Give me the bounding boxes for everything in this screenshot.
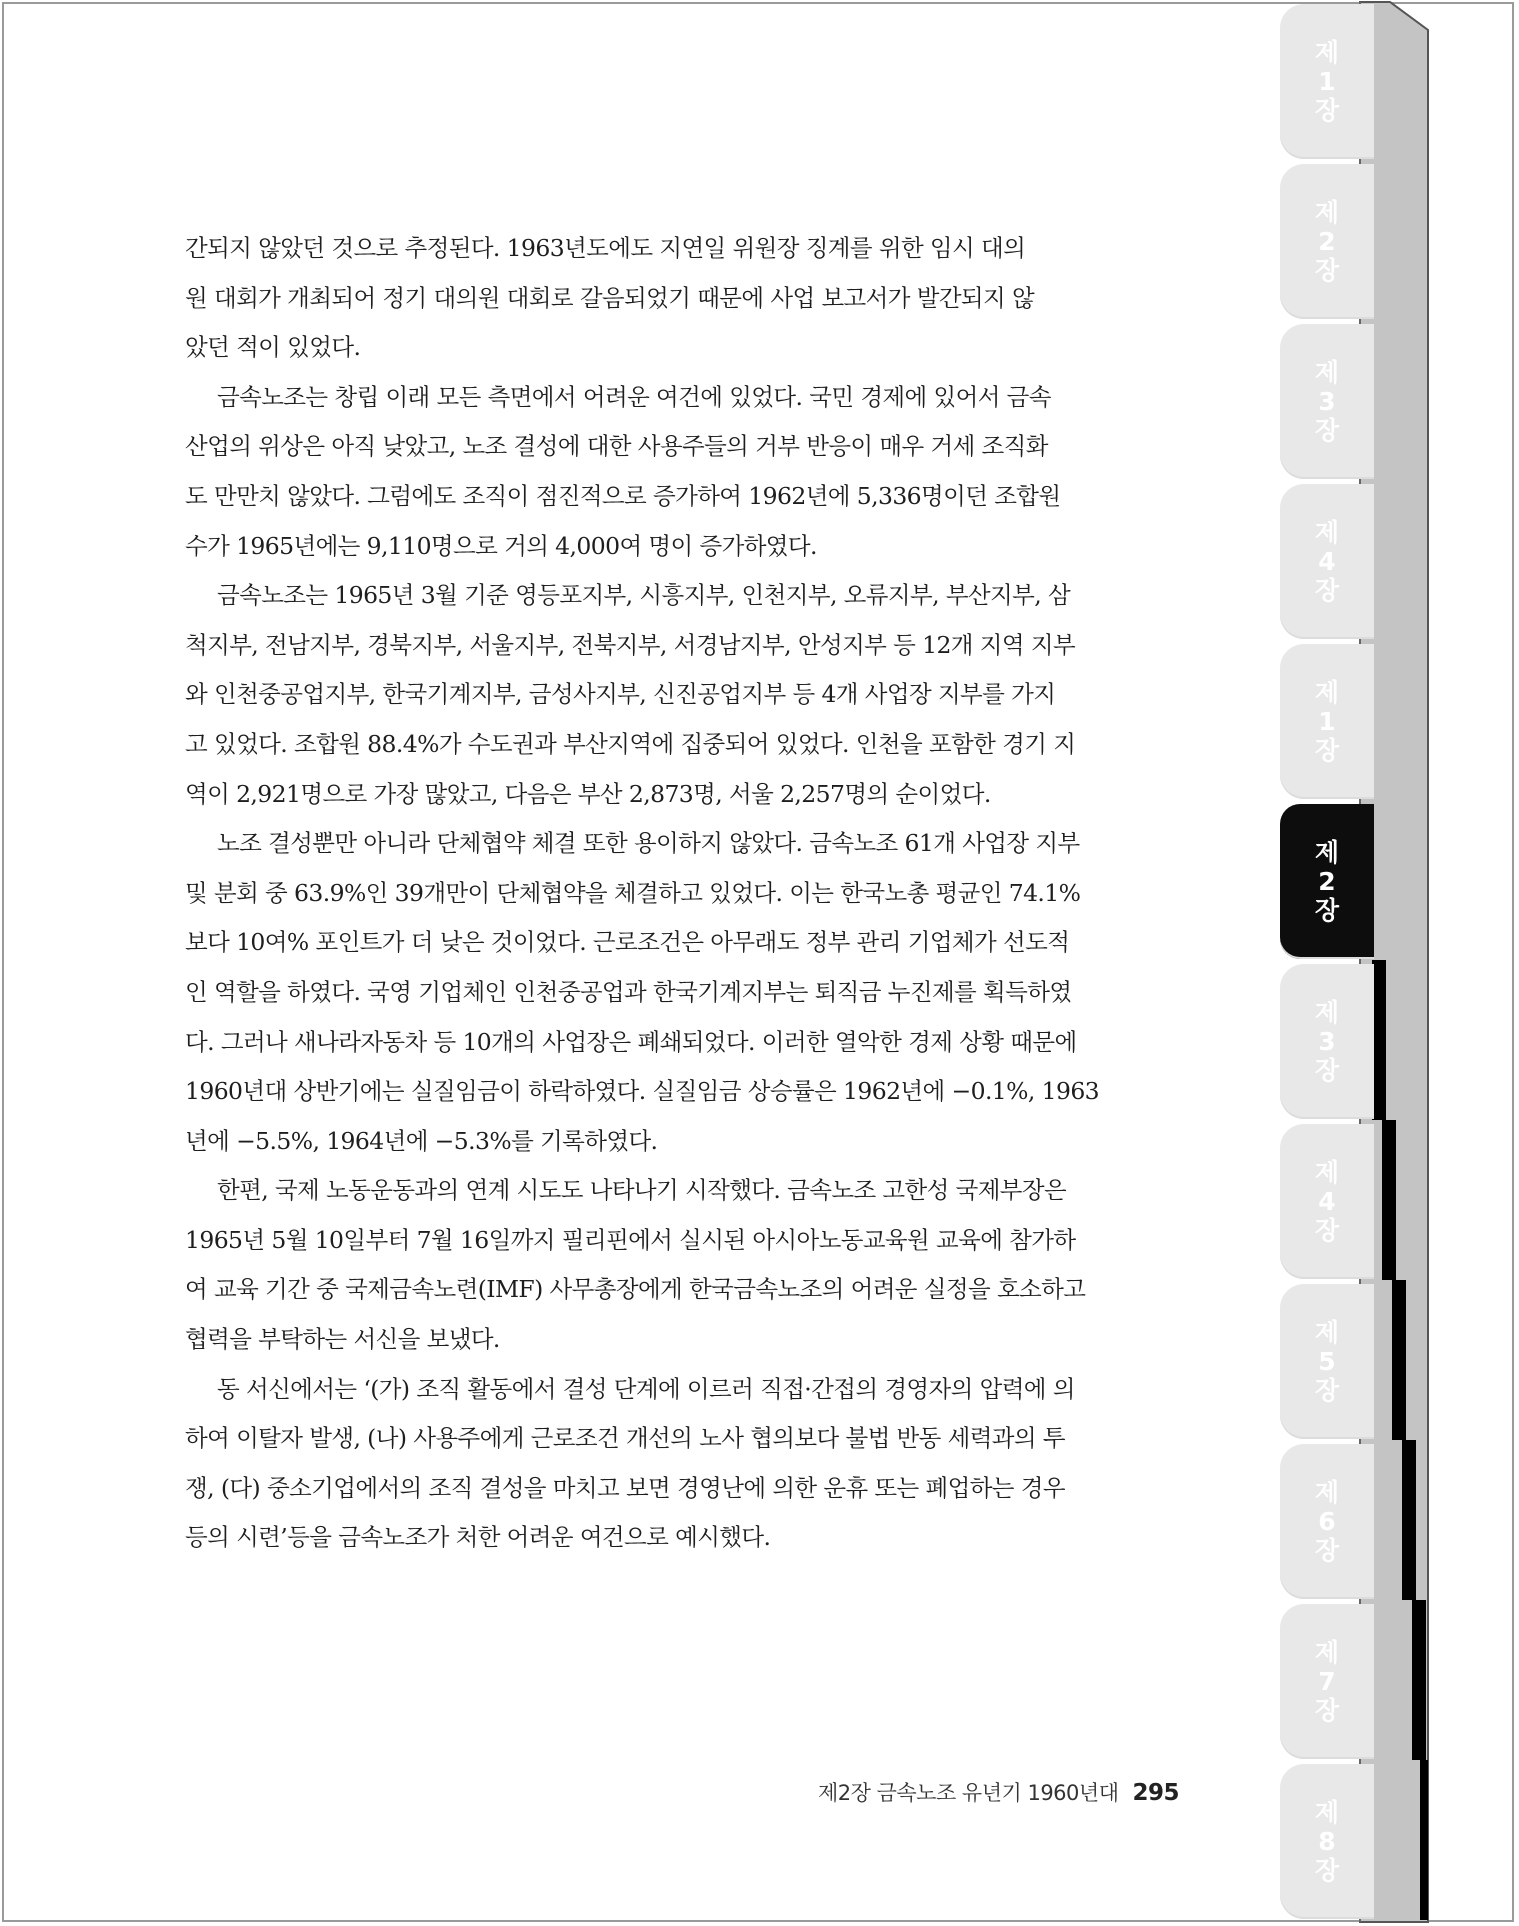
- tab-label: 장: [1314, 1216, 1340, 1245]
- tab-chapter[interactable]: [1280, 4, 1374, 159]
- text-line: 도 만만치 않았다. 그럼에도 조직이 점진적으로 증가하여 1962년에 5,336명이던 조합원: [185, 481, 1061, 510]
- tab-chapter[interactable]: [1280, 644, 1374, 799]
- tab-label: 장: [1314, 1856, 1340, 1885]
- tab-number: 2: [1318, 227, 1336, 256]
- running-head: 제2장 금속노조 유년기 1960년대: [818, 1781, 1119, 1805]
- text-line: 하여 이탈자 발생, (나) 사용주에게 근로조건 개선의 노사 협의보다 불법 반동 세력과의 투: [185, 1424, 1065, 1453]
- tab-label: 제: [1314, 1158, 1340, 1187]
- text-line: 척지부, 전남지부, 경북지부, 서울지부, 전북지부, 서경남지부, 안성지부 등 12개 지역 지부: [185, 630, 1076, 659]
- tab-chapter[interactable]: [1280, 964, 1374, 1119]
- text-line: 고 있었다. 조합원 88.4%가 수도권과 부산지역에 집중되어 있었다. 인천을 포함한 경기 지: [185, 729, 1076, 758]
- tab-chapter[interactable]: [1280, 1764, 1374, 1919]
- tab-number: 3: [1318, 387, 1336, 416]
- tab-label: 제: [1314, 518, 1340, 547]
- tab-number: 4: [1318, 1187, 1336, 1216]
- tab-chapter-active[interactable]: [1280, 804, 1374, 959]
- tab-number: 6: [1318, 1507, 1336, 1536]
- tab-number: 8: [1318, 1827, 1336, 1856]
- text-line: 보다 10여% 포인트가 더 낮은 것이었다. 근로조건은 아무래도 정부 관리 기업체가 선도적: [185, 928, 1070, 957]
- tab-chapter[interactable]: [1280, 164, 1374, 319]
- tab-number: 7: [1318, 1667, 1336, 1696]
- tab-label: 제: [1314, 1318, 1340, 1347]
- tab-label: 장: [1314, 896, 1340, 925]
- text-line: 및 분회 중 63.9%인 39개만이 단체협약을 체결하고 있었다. 이는 한국노총 평균인 74.1%: [185, 878, 1081, 907]
- text-line: 간되지 않았던 것으로 추정된다. 1963년도에도 지연일 위원장 징계를 위한 임시 대의: [185, 234, 1026, 262]
- text-line: 쟁, (다) 중소기업에서의 조직 결성을 마치고 보면 경영난에 의한 운휴 또는 폐업하는 경우: [185, 1473, 1065, 1502]
- tab-number: 1: [1318, 67, 1336, 96]
- tab-label: 제: [1314, 1638, 1340, 1667]
- page-number: 295: [1132, 1780, 1179, 1806]
- tab-label: 장: [1314, 416, 1340, 445]
- tab-label: 장: [1314, 736, 1340, 765]
- edge-mark: [1382, 1120, 1396, 1280]
- tab-label: 제: [1314, 38, 1340, 67]
- text-line: 금속노조는 1965년 3월 기준 영등포지부, 시흥지부, 인천지부, 오류지부, 부산지부, 삼: [217, 581, 1071, 610]
- tab-chapter[interactable]: [1280, 1604, 1374, 1759]
- tab-number: 2: [1318, 867, 1336, 896]
- edge-mark: [1372, 960, 1386, 1120]
- text-line: 인 역할을 하였다. 국영 기업체인 인천중공업과 한국기계지부는 퇴직금 누진제를 획득하였: [185, 977, 1072, 1006]
- tab-chapter[interactable]: [1280, 1124, 1374, 1279]
- text-line: 수가 1965년에는 9,110명으로 거의 4,000여 명이 증가하였다.: [185, 531, 817, 560]
- tab-chapter[interactable]: [1280, 1284, 1374, 1439]
- tab-number: 3: [1318, 1027, 1336, 1056]
- text-line: 원 대회가 개최되어 정기 대의원 대회로 갈음되었기 때문에 사업 보고서가 발간되지 않: [185, 283, 1035, 312]
- tab-label: 장: [1314, 96, 1340, 125]
- text-line: 동 서신에서는 ‘(가) 조직 활동에서 결성 단계에 이르러 직접·간접의 경영자의 압력에 의: [217, 1374, 1075, 1403]
- tab-label: 제: [1314, 1798, 1340, 1827]
- tab-label: 장: [1314, 1376, 1340, 1405]
- text-line: 1960년대 상반기에는 실질임금이 하락하였다. 실질임금 상승률은 1962년에 −0.1%, 1963: [185, 1077, 1100, 1106]
- tab-label: 장: [1314, 1696, 1340, 1725]
- tab-label: 장: [1314, 1536, 1340, 1565]
- text-line: 역이 2,921명으로 가장 많았고, 다음은 부산 2,873명, 서울 2,257명의 순이었다.: [185, 779, 991, 808]
- tab-label: 제: [1314, 678, 1340, 707]
- text-line: 금속노조는 창립 이래 모든 측면에서 어려운 여건에 있었다. 국민 경제에 있어서 금속: [217, 382, 1051, 411]
- page-footer: [818, 1777, 1179, 1807]
- tab-label: 제: [1314, 358, 1340, 387]
- text-line: 와 인천중공업지부, 한국기계지부, 금성사지부, 신진공업지부 등 4개 사업장 지부를 가지: [185, 680, 1056, 709]
- text-line: 산업의 위상은 아직 낮았고, 노조 결성에 대한 사용주들의 거부 반응이 매우 거세 조직화: [185, 432, 1048, 461]
- tab-chapter[interactable]: [1280, 484, 1374, 639]
- tab-chapter[interactable]: [1280, 324, 1374, 479]
- text-line: 여 교육 기간 중 국제금속노련(IMF) 사무총장에게 한국금속노조의 어려운 실정을 호소하고: [185, 1275, 1086, 1304]
- text-line: 다. 그러나 새나라자동차 등 10개의 사업장은 폐쇄되었다. 이러한 열악한 경제 상황 때문에: [185, 1027, 1077, 1056]
- tab-label: 제: [1314, 198, 1340, 227]
- tab-label: 장: [1314, 1056, 1340, 1085]
- text-line: 았던 적이 있었다.: [185, 333, 361, 362]
- body-text: [185, 224, 1185, 1563]
- text-line: 노조 결성뿐만 아니라 단체협약 체결 또한 용이하지 않았다. 금속노조 61개 사업장 지부: [217, 829, 1080, 858]
- tab-number: 5: [1318, 1347, 1336, 1376]
- tab-label: 제: [1314, 838, 1340, 867]
- tab-label: 제: [1314, 998, 1340, 1027]
- tab-label: 장: [1314, 256, 1340, 285]
- text-line: 한편, 국제 노동운동과의 연계 시도도 나타나기 시작했다. 금속노조 고한성 국제부장은: [217, 1176, 1067, 1205]
- edge-mark: [1420, 1760, 1428, 1920]
- tab-chapter[interactable]: [1280, 1444, 1374, 1599]
- tab-number: 4: [1318, 547, 1336, 576]
- tab-label: 장: [1314, 576, 1340, 605]
- tab-label: 제: [1314, 1478, 1340, 1507]
- edge-mark: [1412, 1600, 1426, 1760]
- edge-mark: [1402, 1440, 1416, 1600]
- text-line: 1965년 5월 10일부터 7월 16일까지 필리핀에서 실시된 아시아노동교육원 교육에 참가하: [185, 1225, 1076, 1254]
- tab-number: 1: [1318, 707, 1336, 736]
- edge-mark: [1392, 1280, 1406, 1440]
- text-line: 협력을 부탁하는 서신을 보냈다.: [185, 1325, 500, 1354]
- text-line: 년에 −5.5%, 1964년에 −5.3%를 기록하였다.: [185, 1126, 658, 1155]
- text-line: 등의 시련’등을 금속노조가 처한 어려운 여건으로 예시했다.: [185, 1523, 771, 1552]
